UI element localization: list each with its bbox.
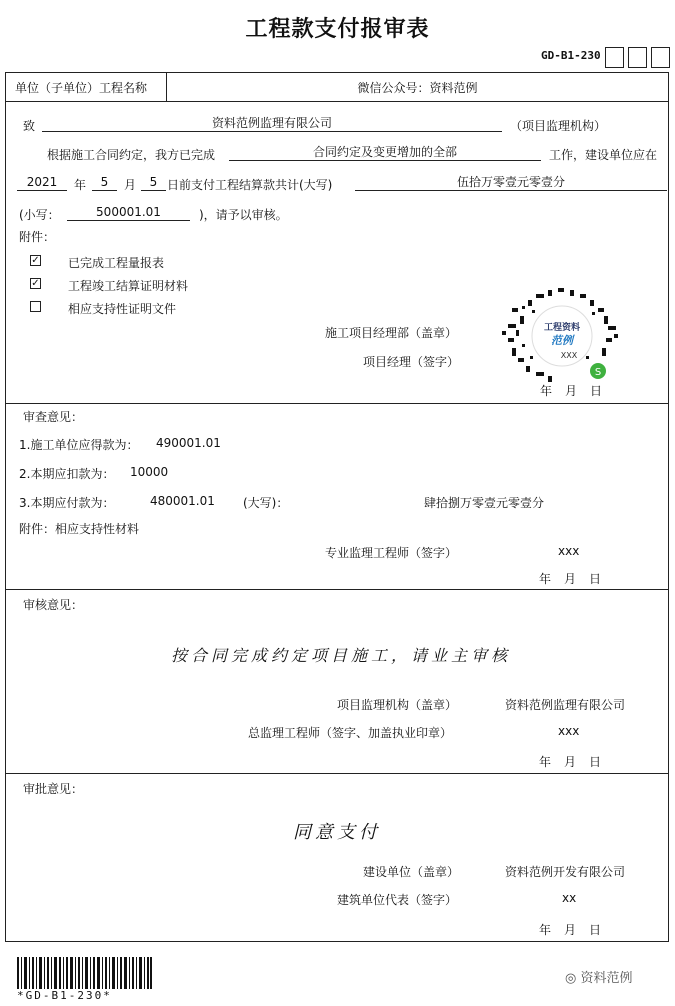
item2-label: 2.本期应扣款为：	[19, 467, 115, 481]
sign-owner: 建设单位（盖章）	[363, 865, 460, 879]
item2-value: 10000	[130, 465, 169, 479]
to-value: 资料范例监理有限公司	[42, 115, 502, 132]
amount-small: 500001.01	[67, 204, 190, 221]
attachment-label: 已完成工程量报表	[68, 256, 165, 270]
item3-big-label: (大写)：	[243, 496, 289, 510]
item3-big-value: 肆拾捌万零壹元零壹分	[424, 496, 545, 510]
attach-label: 附件：	[19, 230, 56, 244]
qr-code-image	[502, 286, 622, 386]
sign-supervision: 项目监理机构（盖章）	[337, 698, 458, 712]
divider	[5, 589, 669, 590]
pay-month: 5	[92, 174, 117, 191]
code-box	[605, 47, 624, 68]
barcode-image	[17, 957, 152, 989]
barcode-caption: *GD-B1-230*	[17, 989, 112, 1002]
sign-engineer-value: xxx	[558, 544, 580, 558]
watermark-text: 资料范例	[580, 971, 633, 986]
code-box	[628, 47, 647, 68]
approval-label: 审批意见：	[23, 782, 84, 796]
item1-value: 490001.01	[156, 436, 221, 450]
sign-owner-rep: 建筑单位代表（签字）	[337, 893, 458, 907]
sign-supervision-value: 资料范例监理有限公司	[505, 698, 626, 712]
date-year: 年	[539, 923, 552, 937]
sign-owner-value: 资料范例开发有限公司	[505, 865, 626, 879]
pay-year: 2021	[17, 174, 67, 191]
page-title: 工程款支付报审表	[245, 17, 430, 42]
date-month: 月	[564, 923, 577, 937]
divider	[5, 101, 669, 102]
qr-text-main: 范例	[551, 334, 573, 347]
item3-label: 3.本期应付款为：	[19, 496, 115, 510]
attachment-checkbox[interactable]: ✓	[31, 255, 40, 266]
sign-contractor: 施工项目经理部（盖章）	[325, 326, 458, 340]
qr-text-top: 工程资料	[543, 323, 581, 333]
to-prefix: 致	[23, 119, 36, 133]
line2-value: 合同约定及变更增加的全部	[229, 144, 541, 161]
attachment-checkbox[interactable]: ✓	[31, 278, 40, 289]
unit-label: 单位（子单位）工程名称	[15, 81, 148, 95]
qr-text-small: XXX	[560, 351, 578, 360]
pay-day: 5	[141, 174, 166, 191]
date-year: 年	[540, 384, 553, 398]
approval-handwriting: 同意支付	[293, 822, 381, 843]
date-month: 月	[564, 755, 577, 769]
attachment-label: 工程竣工结算证明材料	[68, 279, 189, 293]
date-day: 日	[589, 572, 602, 586]
sign-engineer: 专业监理工程师（签字）	[325, 546, 458, 560]
audit-label: 审核意见：	[23, 598, 84, 612]
date-day: 日	[590, 384, 603, 398]
watermark	[565, 967, 633, 986]
audit-handwriting: 按合同完成约定项目施工，请业主审核	[171, 646, 512, 665]
to-suffix: （项目监理机构）	[510, 119, 607, 133]
year-label: 年	[74, 178, 87, 192]
code-box	[651, 47, 670, 68]
month-label: 月	[124, 178, 137, 192]
unit-value: 微信公众号：资料范例	[357, 81, 478, 95]
item3-value: 480001.01	[150, 494, 215, 508]
date-year: 年	[539, 572, 552, 586]
amount-big: 伍拾万零壹元零壹分	[355, 174, 667, 191]
sign-manager: 项目经理（签字）	[363, 355, 460, 369]
attachment-label: 相应支持性证明文件	[68, 302, 177, 316]
line2-suffix: 工作，建设单位应在	[549, 148, 658, 162]
divider	[5, 773, 669, 774]
date-month: 月	[564, 572, 577, 586]
small-suffix: )，请予以审核。	[199, 208, 288, 222]
date-month: 月	[565, 384, 578, 398]
line2-prefix: 根据施工合同约定，我方已完成	[47, 148, 216, 162]
item1-label: 1.施工单位应得款为：	[19, 438, 139, 452]
wechat-icon: ◎	[565, 971, 577, 986]
date-day: 日	[589, 755, 602, 769]
form-code: GD-B1-230	[541, 49, 601, 62]
date-day: 日	[589, 923, 602, 937]
sign-owner-rep-value: xx	[562, 891, 577, 905]
date-year: 年	[539, 755, 552, 769]
divider	[5, 403, 669, 404]
review-attach: 附件：相应支持性材料	[19, 522, 140, 536]
attachment-checkbox[interactable]	[30, 301, 41, 312]
review-label: 审查意见：	[23, 410, 84, 424]
sign-chief-engineer-value: xxx	[558, 724, 580, 738]
small-prefix: (小写：	[19, 208, 60, 222]
sign-chief-engineer: 总监理工程师（签字、加盖执业印章）	[248, 726, 453, 740]
svg-text:S: S	[594, 367, 602, 378]
day-suffix: 日前支付工程结算款共计(大写)	[167, 178, 333, 192]
